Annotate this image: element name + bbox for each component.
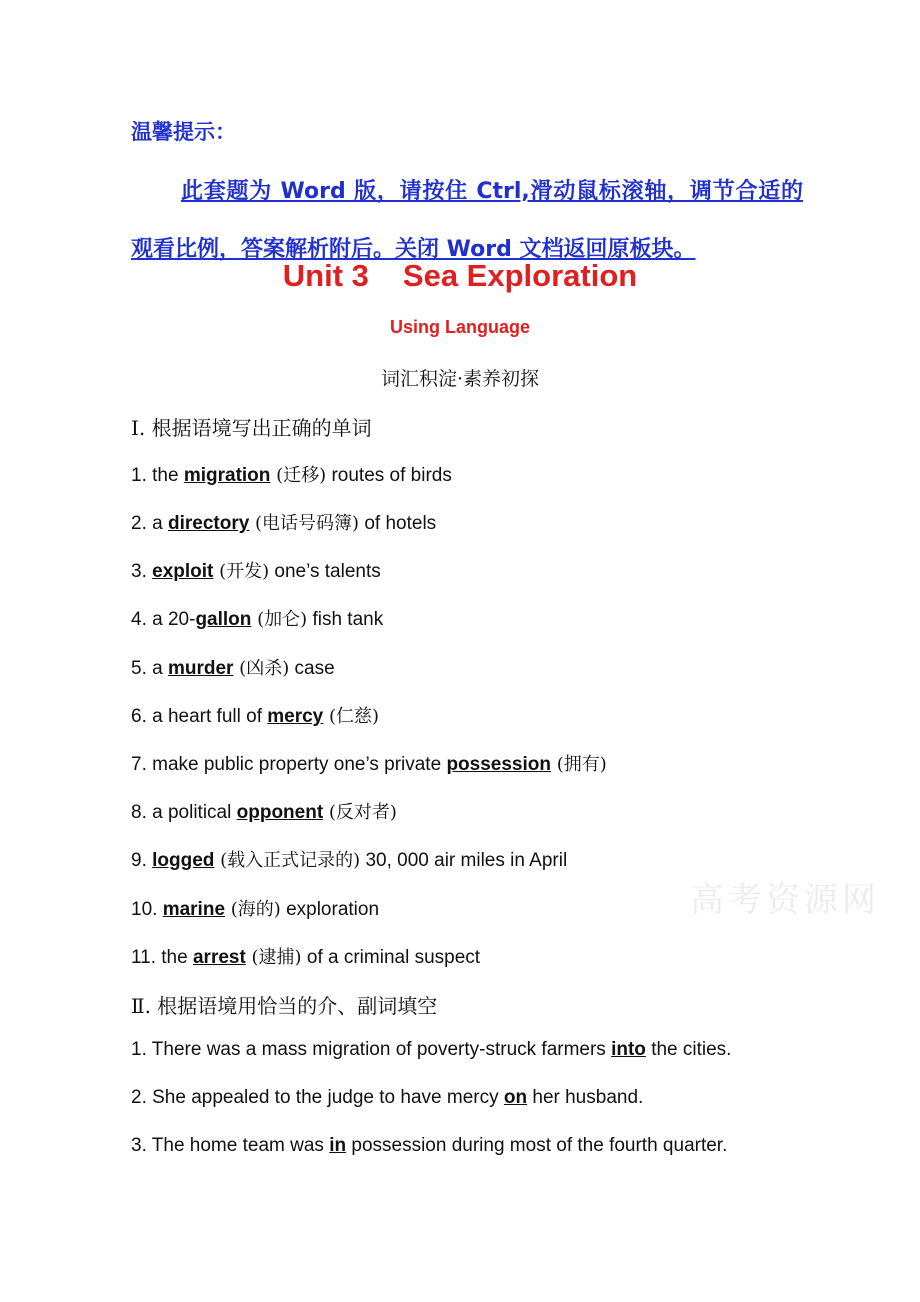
tip-heading: 温馨提示： xyxy=(131,120,236,144)
answer: in xyxy=(329,1135,347,1156)
fill-in-item: 1. There was a mass migration of poverty-struck farmers into the cities. xyxy=(131,1039,732,1060)
vocab-item: 9. logged (载入正式记录的) 30, 000 air miles in April xyxy=(131,850,568,871)
answer: opponent xyxy=(236,802,324,823)
answer: arrest xyxy=(192,947,246,968)
vocab-item: 11. the arrest (逮捕) of a criminal suspect xyxy=(131,947,481,968)
answer: gallon xyxy=(195,609,252,630)
answer: exploit xyxy=(152,561,214,582)
unit-title xyxy=(0,258,920,294)
vocab-item: 3. exploit (开发) one’s talents xyxy=(131,561,381,582)
vocab-item: 1. the migration (迁移) routes of birds xyxy=(131,465,452,486)
answer: migration xyxy=(183,465,271,486)
vocab-item: 2. a directory (电话号码簿) of hotels xyxy=(131,513,437,534)
vocab-item: 8. a political opponent (反对者) xyxy=(131,802,397,823)
answer: into xyxy=(611,1039,646,1060)
vocab-item: 6. a heart full of mercy (仁慈) xyxy=(131,706,380,727)
fill-in-item: 3. The home team was in possession during most of the fourth quarter. xyxy=(131,1135,728,1156)
vocab-item: 7. make public property one’s private possession (拥有) xyxy=(131,754,607,775)
vocab-item: 5. a murder (凶杀) case xyxy=(131,658,335,679)
answer: on xyxy=(503,1087,528,1108)
answer: marine xyxy=(162,899,226,920)
answer: murder xyxy=(167,658,234,679)
vocab-item: 10. marine (海的) exploration xyxy=(131,899,380,920)
unit-number: Unit 3 xyxy=(282,258,369,293)
unit-name: Sea Exploration xyxy=(402,258,638,293)
answer: mercy xyxy=(267,706,324,727)
section-2-heading: Ⅱ. 根据语境用恰当的介、副词填空 xyxy=(131,994,438,1018)
fill-in-item: 2. She appealed to the judge to have mercy on her husband. xyxy=(131,1087,644,1108)
vocab-item: 4. a 20-gallon (加仑) fish tank xyxy=(131,609,384,630)
tip-instructions: 此套题为 Word 版，请按住 Ctrl,滑动鼠标滚轴，调节合适的观看比例，答案解析附后。关闭 Word 文档返回原板块。 xyxy=(131,179,803,262)
answer: logged xyxy=(152,850,215,871)
watermark: 高考资源网 xyxy=(690,880,880,920)
answer: possession xyxy=(446,754,551,775)
answer: directory xyxy=(167,513,250,534)
lesson-subtitle: Using Language xyxy=(389,317,530,337)
section-1-heading: Ⅰ. 根据语境写出正确的单词 xyxy=(131,416,372,440)
vocab-heading: 词汇积淀·素养初探 xyxy=(380,368,540,390)
